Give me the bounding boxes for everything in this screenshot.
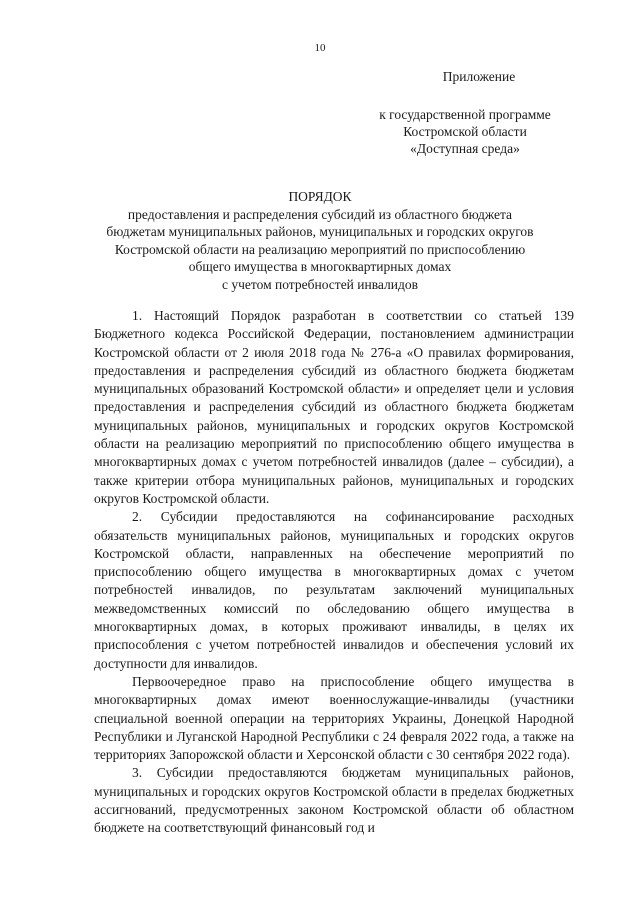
- page-number: 10: [314, 42, 326, 54]
- paragraph: Первоочередное право на приспособление общего имущества в многоквартирных домах имеют военнослужащие-инвалиды (участники специальной военной операции на территориях Украины, Донецкой Народной Республики и Луганской Народной Республики с 24 февраля 2022 года, а также на территориях Запорожской области и Херсонской области с 30 сентября 2022 года).: [94, 673, 574, 763]
- appendix-line: «Доступная среда»: [410, 141, 520, 156]
- title-line: Костромской области на реализацию мероприятий по приспособлению: [114, 241, 526, 257]
- document-body: [94, 307, 574, 838]
- title-line: общего имущества в многоквартирных домах: [188, 259, 452, 274]
- title-heading: ПОРЯДОК: [288, 189, 352, 204]
- appendix-header: [365, 68, 565, 157]
- appendix-line: к государственной программе: [379, 107, 551, 122]
- paragraph: 1. Настоящий Порядок разработан в соответствии со статьей 139 Бюджетного кодекса Российской Федерации, постановлением администрации Костромской области от 2 июля 2018 года № 276-а «О правилах формирования, предоставления и распределения субсидий из областного бюджета бюджетам муниципальных образований Костромской области» и определяет цели и условия предоставления и распределения субсидий из областного бюджета бюджетам муниципальных районов, муниципальных и городских округов Костромской области на реализацию мероприятий по приспособлению общего имущества в многоквартирных домах с учетом потребностей инвалидов (далее – субсидии), а также критерии отбора муниципальных районов, муниципальных и городских округов Костромской области.: [94, 308, 574, 506]
- paragraph: 3. Субсидии предоставляются бюджетам муниципальных районов, муниципальных и городских округов Костромской области в пределах бюджетных ассигнований, предусмотренных законом Костромской области об областном бюджете на соответствующий финансовый год и: [94, 765, 574, 836]
- paragraph: 2. Субсидии предоставляются на софинансирование расходных обязательств муниципальных районов, муниципальных и городских округов Костромской области, направленных на обеспечение мероприятий по приспособлению общего имущества в многоквартирных домах с учетом потребностей инвалидов, по результатам заключений муниципальных межведомственных комиссий по обследованию общего имущества в многоквартирных домах, в которых проживают инвалиды, в целях их приспособления с учетом потребностей инвалидов и обеспечения условий их доступности для инвалидов.: [94, 509, 574, 671]
- title-line: бюджетам муниципальных районов, муниципальных и городских округов: [106, 224, 534, 239]
- appendix-line: Костромской области: [403, 124, 527, 139]
- appendix-title: Приложение: [442, 69, 516, 84]
- title-line: предоставления и распределения субсидий из областного бюджета: [127, 206, 513, 222]
- document-title: [80, 188, 560, 293]
- title-line: с учетом потребностей инвалидов: [221, 276, 418, 292]
